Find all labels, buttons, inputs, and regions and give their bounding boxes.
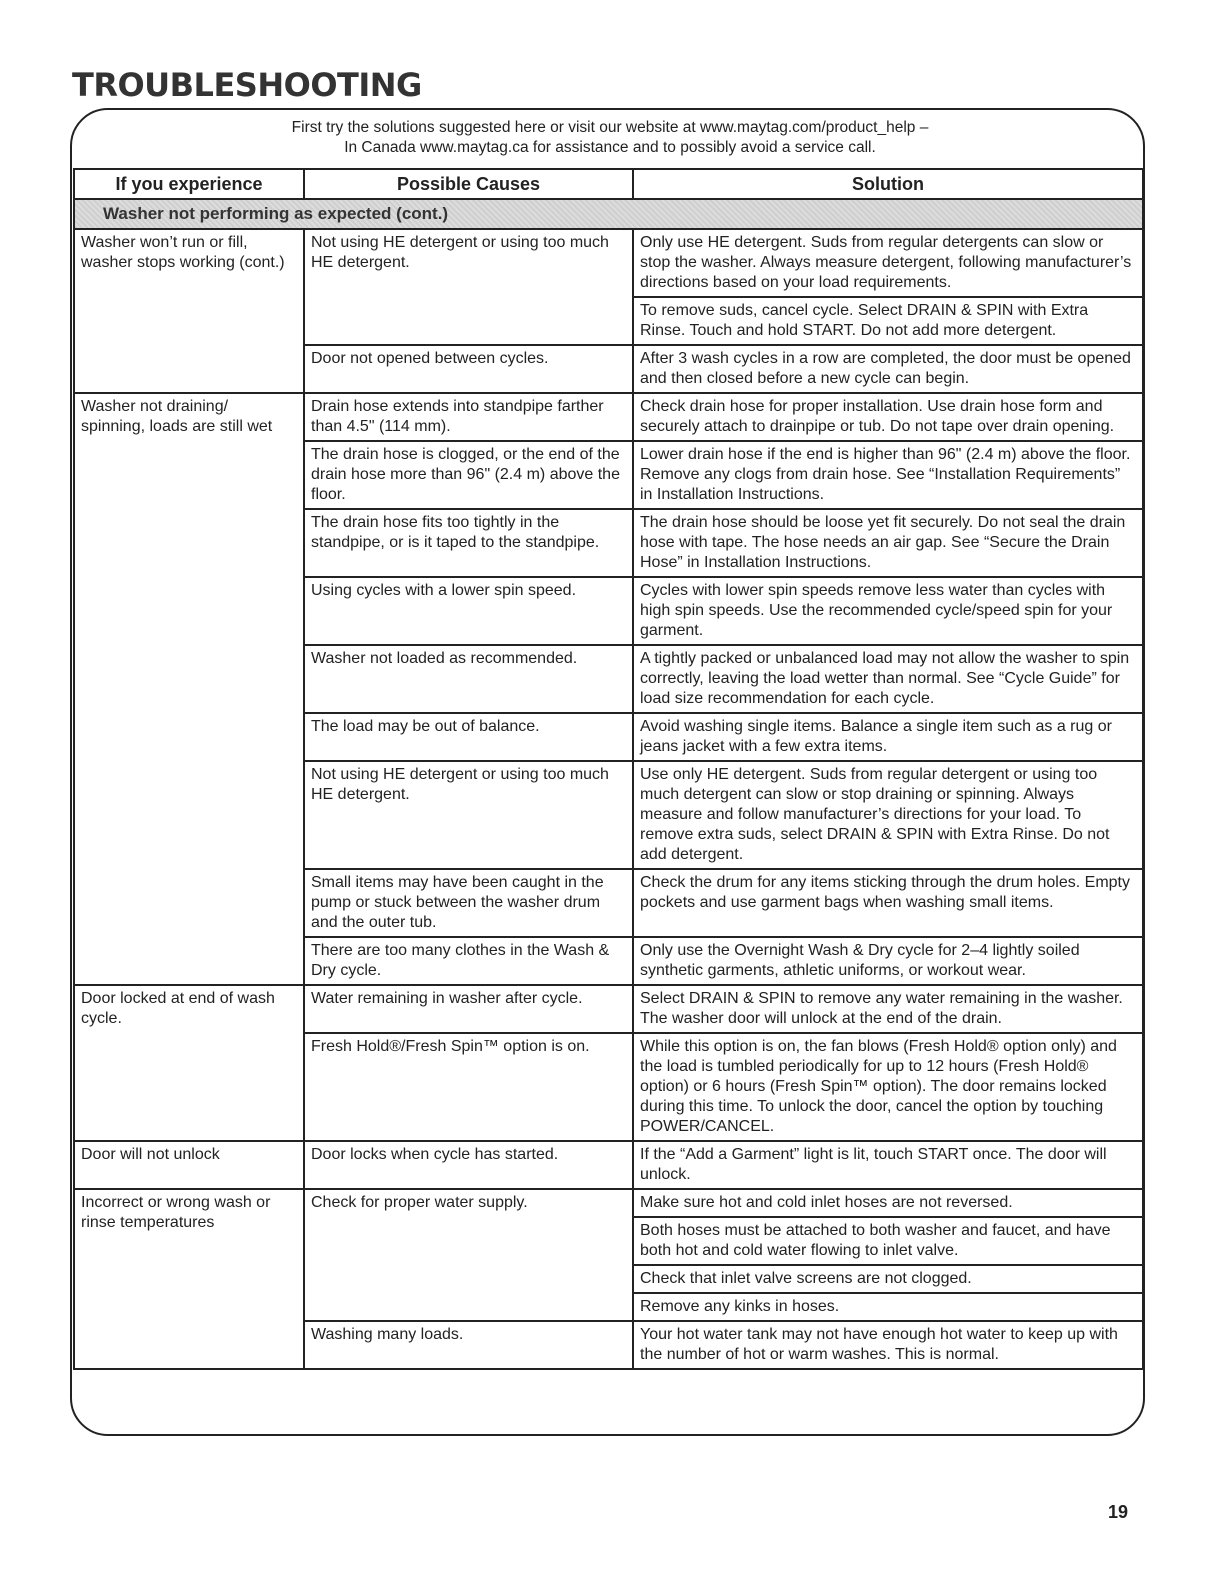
solution-cell: Lower drain hose if the end is higher than 96" (2.4 m) above the floor. Remove any clogs from drain hose. See “Installation Requirements” in Installation Instructions. <box>633 441 1143 509</box>
cause-cell: Door not opened between cycles. <box>304 345 633 393</box>
solution-cell: Make sure hot and cold inlet hoses are not reversed. <box>633 1189 1143 1217</box>
cause-cell: Washer not loaded as recommended. <box>304 645 633 713</box>
cause-cell: The drain hose fits too tightly in the standpipe, or is it taped to the standpipe. <box>304 509 633 577</box>
solution-cell: Avoid washing single items. Balance a single item such as a rug or jeans jacket with a few extra items. <box>633 713 1143 761</box>
experience-cell: Door will not unlock <box>74 1141 304 1189</box>
solution-cell: Both hoses must be attached to both washer and faucet, and have both hot and cold water flowing to inlet valve. <box>633 1217 1143 1265</box>
header-causes: Possible Causes <box>304 169 633 199</box>
solution-cell: Check drain hose for proper installation. Use drain hose form and securely attach to drainpipe or tub. Do not tape over drain opening. <box>633 393 1143 441</box>
header-solution: Solution <box>633 169 1143 199</box>
header-experience: If you experience <box>74 169 304 199</box>
header-row <box>74 169 1143 199</box>
cause-cell: There are too many clothes in the Wash & Dry cycle. <box>304 937 633 985</box>
solution-cell: Cycles with lower spin speeds remove less water than cycles with high spin speeds. Use the recommended cycle/speed spin for your garment. <box>633 577 1143 645</box>
page-title: TROUBLESHOOTING <box>72 66 422 104</box>
solution-cell: Your hot water tank may not have enough hot water to keep up with the number of hot or warm washes. This is normal. <box>633 1321 1143 1369</box>
cause-cell: Not using HE detergent or using too much HE detergent. <box>304 761 633 869</box>
experience-cell: Door locked at end of wash cycle. <box>74 985 304 1141</box>
solution-cell: Select DRAIN & SPIN to remove any water remaining in the washer. The washer door will unlock at the end of the drain. <box>633 985 1143 1033</box>
cause-cell: Small items may have been caught in the pump or stuck between the washer drum and the outer tub. <box>304 869 633 937</box>
cause-cell: Fresh Hold®/Fresh Spin™ option is on. <box>304 1033 633 1141</box>
cause-cell: The drain hose is clogged, or the end of the drain hose more than 96" (2.4 m) above the floor. <box>304 441 633 509</box>
cause-cell: Water remaining in washer after cycle. <box>304 985 633 1033</box>
solution-cell: Use only HE detergent. Suds from regular detergent or using too much detergent can slow or stop draining or spinning. Always measure and follow manufacturer’s directions for your load. To remove extra suds, select DRAIN & SPIN with Extra Rinse. Do not add detergent. <box>633 761 1143 869</box>
cause-cell: Not using HE detergent or using too much HE detergent. <box>304 229 633 345</box>
solution-cell: The drain hose should be loose yet fit securely. Do not seal the drain hose with tape. The hose needs an air gap. See “Secure the Drain Hose” in Installation Instructions. <box>633 509 1143 577</box>
solution-cell: Only use the Overnight Wash & Dry cycle for 2–4 lightly soiled synthetic garments, athletic uniforms, or workout wear. <box>633 937 1143 985</box>
solution-cell: Check the drum for any items sticking through the drum holes. Empty pockets and use garment bags when washing small items. <box>633 869 1143 937</box>
solution-cell: Remove any kinks in hoses. <box>633 1293 1143 1321</box>
solution-cell: After 3 wash cycles in a row are completed, the door must be opened and then closed before a new cycle can begin. <box>633 345 1143 393</box>
solution-cell: Check that inlet valve screens are not clogged. <box>633 1265 1143 1293</box>
experience-cell: Incorrect or wrong wash or rinse temperatures <box>74 1189 304 1369</box>
section-title: Washer not performing as expected (cont.) <box>74 199 1143 229</box>
cause-cell: The load may be out of balance. <box>304 713 633 761</box>
solution-cell: Only use HE detergent. Suds from regular detergents can slow or stop the washer. Always measure detergent, following manufacturer’s directions based on your load requirements. <box>633 229 1143 297</box>
solution-cell: While this option is on, the fan blows (Fresh Hold® option only) and the load is tumbled periodically for up to 12 hours (Fresh Hold® option) or 6 hours (Fresh Spin™ option). The door remains locked during this time. To unlock the door, cancel the option by touching POWER/CANCEL. <box>633 1033 1143 1141</box>
cause-cell: Drain hose extends into standpipe farther than 4.5" (114 mm). <box>304 393 633 441</box>
table-row <box>74 229 1143 297</box>
intro-line-2: In Canada www.maytag.ca for assistance and to possibly avoid a service call. <box>344 139 876 156</box>
table-row <box>74 1189 1143 1217</box>
experience-cell: Washer not draining/ spinning, loads are still wet <box>74 393 304 985</box>
table-row <box>74 393 1143 441</box>
table-row <box>74 985 1143 1033</box>
experience-cell: Washer won’t run or fill, washer stops working (cont.) <box>74 229 304 393</box>
solution-cell: To remove suds, cancel cycle. Select DRAIN & SPIN with Extra Rinse. Touch and hold START. Do not add more detergent. <box>633 297 1143 345</box>
intro-line-1: First try the solutions suggested here or visit our website at www.maytag.com/product_help – <box>291 119 929 136</box>
solution-cell: A tightly packed or unbalanced load may not allow the washer to spin correctly, leaving the load wetter than normal. See “Cycle Guide” for load size recommendation for each cycle. <box>633 645 1143 713</box>
troubleshooting-table <box>73 168 1144 1370</box>
cause-cell: Using cycles with a lower spin speed. <box>304 577 633 645</box>
cause-cell: Door locks when cycle has started. <box>304 1141 633 1189</box>
page-number: 19 <box>1108 1502 1129 1522</box>
section-row <box>74 199 1143 229</box>
table-row <box>74 1141 1143 1189</box>
solution-cell: If the “Add a Garment” light is lit, touch START once. The door will unlock. <box>633 1141 1143 1189</box>
cause-cell: Washing many loads. <box>304 1321 633 1369</box>
cause-cell: Check for proper water supply. <box>304 1189 633 1321</box>
